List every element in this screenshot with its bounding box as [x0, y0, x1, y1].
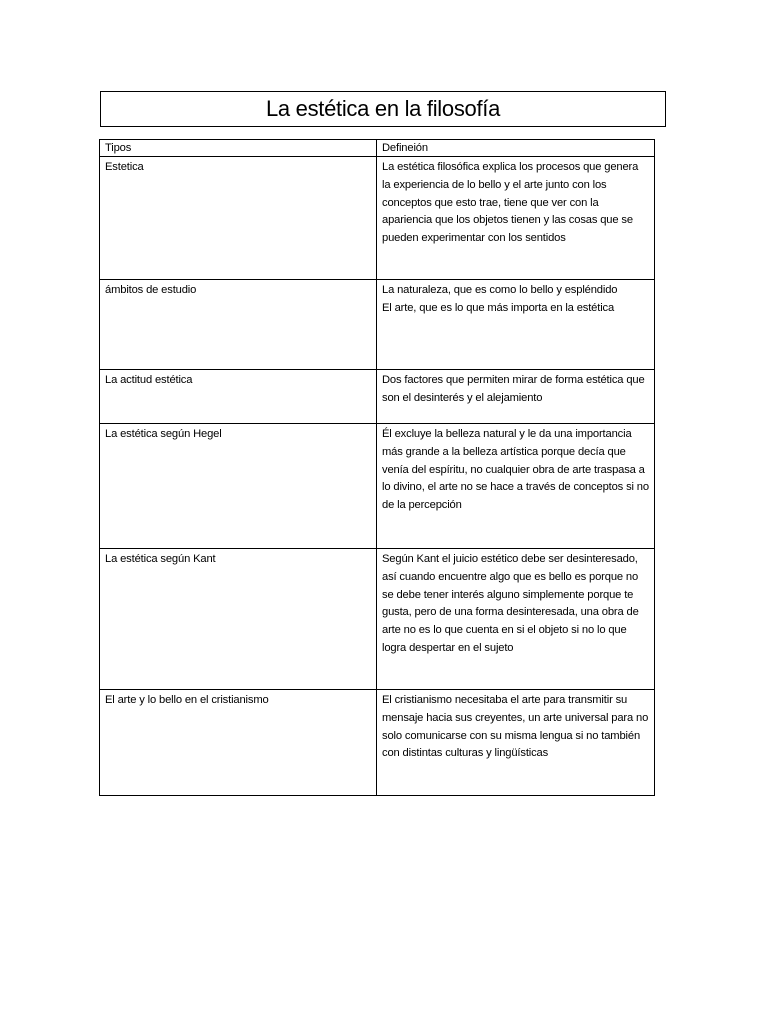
row-tipo: La actitud estética: [100, 370, 377, 424]
row-definicion: [377, 370, 655, 424]
table-row: [100, 157, 655, 280]
row-definicion: [377, 424, 655, 549]
title-box: [100, 91, 666, 127]
table-row: [100, 280, 655, 370]
row-tipo: La estética según Kant: [100, 549, 377, 690]
row-tipo: El arte y lo bello en el cristianismo: [100, 690, 377, 796]
header-tipos: Tipos: [100, 140, 377, 157]
definicion-text: Según Kant el juicio estético debe ser desinteresado, así cuando encuentre algo que es bello es porque no se debe tener interés alguno simplemente porque te gusta, pero de una forma desinteresada, una obra de arte no es lo que cuenta en si el objeto si no lo que logra despertar en el sujeto: [382, 553, 639, 654]
row-definicion: [377, 157, 655, 280]
definicion-text: La naturaleza, que es como lo bello y espléndido: [382, 284, 618, 296]
row-tipo: La estética según Hegel: [100, 424, 377, 549]
definicion-text: El arte, que es lo que más importa en la estética: [382, 301, 615, 314]
table-header-row: [100, 140, 655, 157]
document-title: La estética en la filosofía: [265, 96, 501, 121]
definitions-table: [99, 139, 655, 796]
row-tipo: ámbitos de estudio: [100, 280, 377, 370]
row-definicion: [377, 280, 655, 370]
definicion-text: El cristianismo necesitaba el arte para transmitir su mensaje hacia sus creyentes, un arte universal para no solo comunicarse con su misma lengua si no también con distintas culturas y lingüísticas: [382, 694, 649, 760]
header-definicion: Defineión: [377, 140, 655, 157]
row-definicion: [377, 549, 655, 690]
table-row: [100, 370, 655, 424]
row-definicion: [377, 690, 655, 796]
row-tipo: Estetica: [100, 157, 377, 280]
definicion-text: Dos factores que permiten mirar de forma estética que son el desinterés y el alejamiento: [382, 374, 645, 404]
table-row: [100, 690, 655, 796]
definicion-text: La estética filosófica explica los procesos que genera la experiencia de lo bello y el arte junto con los conceptos que esto trae, tiene que ver con la apariencia que los objetos tienen y las cosas que se pueden experimentar con los sentidos: [382, 161, 639, 245]
table-row: [100, 424, 655, 549]
table-row: [100, 549, 655, 690]
definicion-text: Él excluye la belleza natural y le da una importancia más grande a la belleza artística porque decía que venía del espíritu, no cualquier obra de arte traspasa a lo divino, el arte no se hace a través de conceptos si no de la percepción: [382, 428, 649, 512]
